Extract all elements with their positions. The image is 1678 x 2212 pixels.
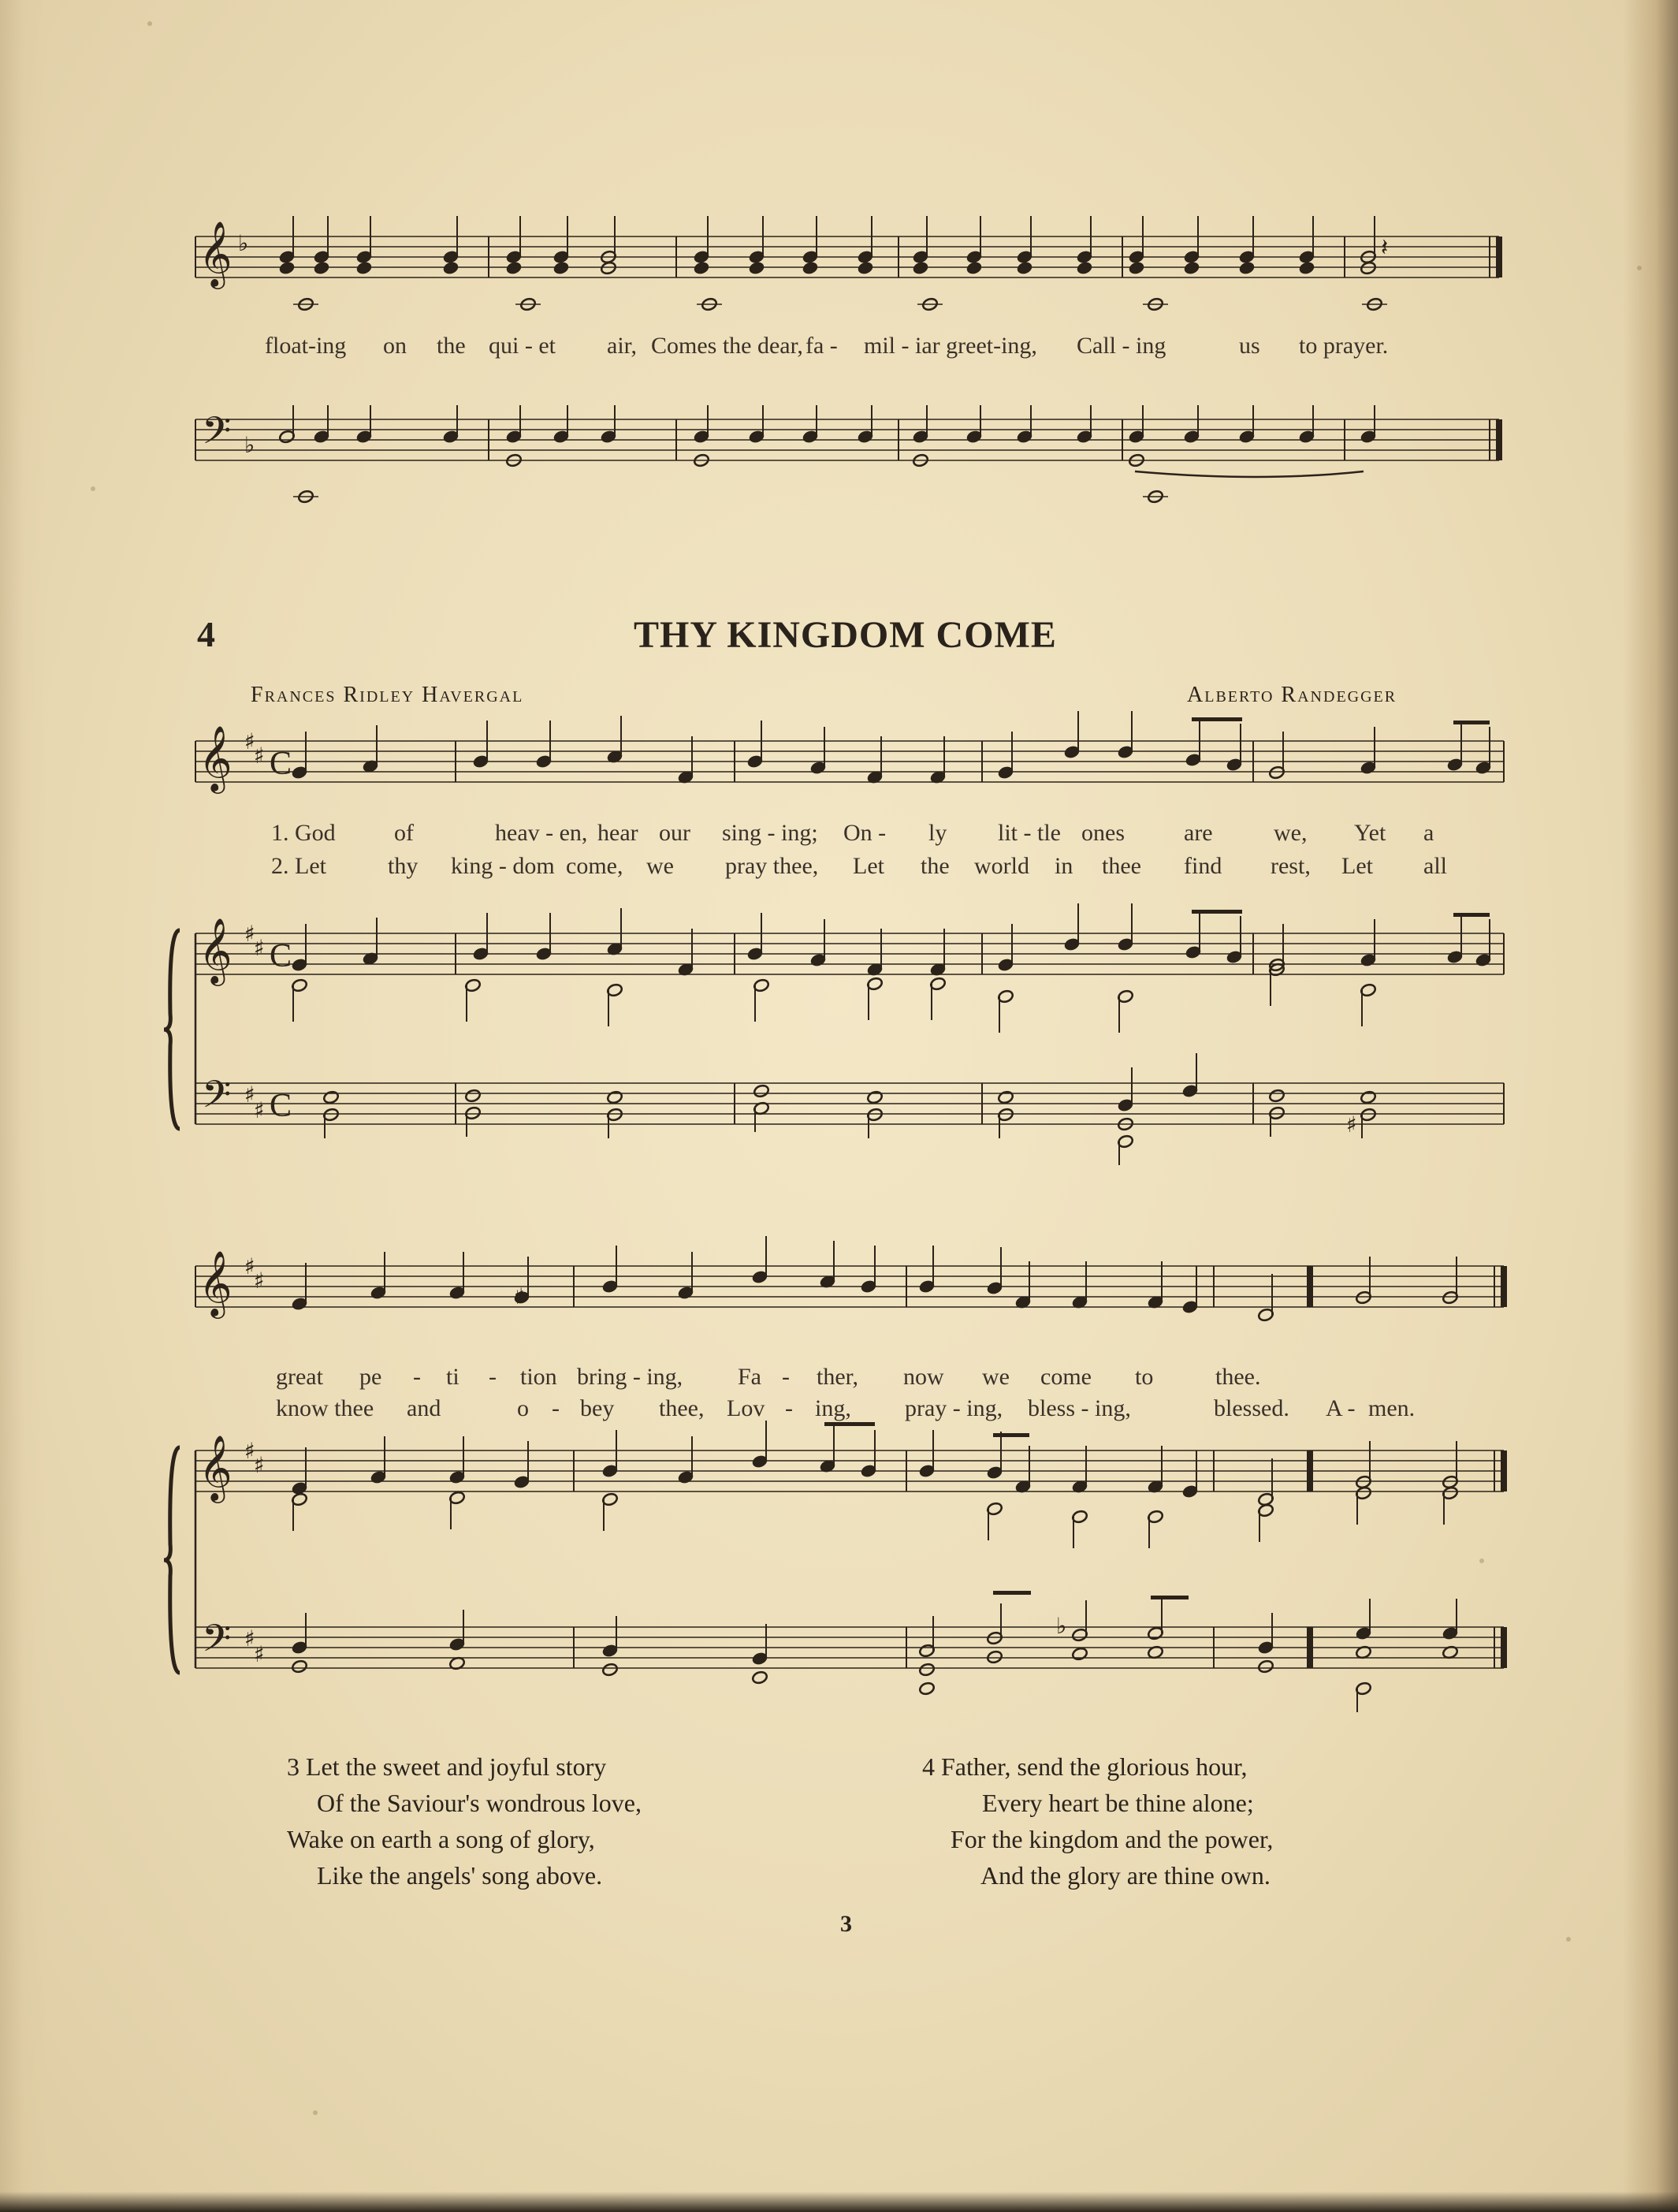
line1-verse2-word: pray thee, xyxy=(725,853,819,879)
verse-4 xyxy=(922,1748,1273,1894)
sharp-sign: ♯ xyxy=(244,728,255,754)
common-time: C xyxy=(270,746,292,782)
bass-note xyxy=(601,1663,618,1677)
double-bar xyxy=(1307,1627,1313,1668)
flat-sign: ♭ xyxy=(238,230,249,256)
line1-verse1-word: lit - tle xyxy=(998,820,1061,846)
verse-4-line-1: 4 Father, send the glorious hour, xyxy=(922,1752,1248,1781)
final-barline-thick xyxy=(1501,1266,1507,1307)
double-bar xyxy=(1307,1266,1313,1307)
line2-verse1-word: tion xyxy=(520,1364,557,1390)
top-lyric-word: the xyxy=(437,333,466,359)
alto-note xyxy=(1076,261,1092,275)
top-lyric-word: on xyxy=(383,333,407,359)
alto-note xyxy=(1183,261,1200,275)
top-lyric-word: mil - iar greet-ing, xyxy=(864,333,1037,359)
line1-verse1-word: 1. God xyxy=(271,820,336,846)
sharp-sign: ♯ xyxy=(244,921,255,947)
bass-note xyxy=(291,1659,307,1674)
line1-verse2-word: world xyxy=(974,853,1029,879)
line2-verse2-word: A - xyxy=(1326,1395,1356,1421)
top-lyric-word: fa - xyxy=(806,333,838,359)
top-lyric-word: air, xyxy=(607,333,637,359)
treble-clef: 𝄞 xyxy=(199,220,233,286)
verse-3-line-1: 3 Let the sweet and joyful story xyxy=(287,1752,607,1781)
line1-verse1-word: we, xyxy=(1274,820,1308,846)
line1-verse2-word: king - dom xyxy=(451,853,555,879)
alto-note xyxy=(1360,261,1376,275)
tenor-note xyxy=(606,1090,623,1104)
line2-verse1-word: now xyxy=(903,1364,944,1390)
bass-clef: 𝄢 xyxy=(202,408,232,462)
line2-verse1-word: pe xyxy=(359,1364,382,1390)
tenor-note xyxy=(1360,1090,1376,1104)
line1-verse2-word: thee xyxy=(1102,853,1141,879)
alto-note xyxy=(1298,261,1315,275)
sharp-sign: ♯ xyxy=(244,1082,255,1108)
line2-verse2-word: - xyxy=(785,1395,793,1421)
sharp-sign: ♯ xyxy=(244,1438,255,1464)
line2-verse1-word: thee. xyxy=(1215,1364,1261,1390)
verse-3-line-4: Like the angels' song above. xyxy=(317,1861,603,1890)
verse-4-line-3: For the kingdom and the power, xyxy=(951,1825,1274,1853)
line1-verse1-word: ones xyxy=(1081,820,1125,846)
tie xyxy=(1135,471,1364,477)
bass-clef: 𝄢 xyxy=(202,1072,232,1126)
line1-verse1-word: hear xyxy=(597,820,638,846)
alto-note xyxy=(802,261,818,275)
beam xyxy=(993,1433,1029,1437)
alto-note xyxy=(748,261,765,275)
sharp-sign: ♯ xyxy=(254,1641,265,1667)
tenor-note xyxy=(997,1090,1014,1104)
line2-verse2-word: ing, xyxy=(815,1395,851,1421)
line2-verse2-word: and xyxy=(407,1395,441,1421)
rest-sign: 𝄽 xyxy=(1381,234,1389,262)
final-barline-thick xyxy=(1501,1450,1507,1491)
line1-verse2-word: all xyxy=(1423,853,1447,879)
beam xyxy=(1192,910,1242,914)
final-barline-thick xyxy=(1501,1627,1507,1668)
alto-note xyxy=(553,261,569,275)
tenor-note xyxy=(866,1090,883,1104)
treble-clef: 𝄞 xyxy=(199,1249,233,1316)
paper-spot xyxy=(1566,1937,1571,1942)
bass-note xyxy=(986,1650,1003,1664)
bass-note xyxy=(751,1670,768,1685)
alto-note xyxy=(1128,261,1144,275)
line1-verse1-word: are xyxy=(1184,820,1213,846)
line2-verse2-word: men. xyxy=(1368,1395,1416,1421)
alto-note xyxy=(313,261,329,275)
sharp-sign: ♯ xyxy=(244,1625,255,1652)
sharp-sign: ♯ xyxy=(254,935,265,961)
line2-verse1-word: - xyxy=(413,1364,421,1390)
alto-note xyxy=(442,261,459,275)
verse-3-line-3: Wake on earth a song of glory, xyxy=(287,1825,595,1853)
treble-clef: 𝄞 xyxy=(199,917,233,983)
flat-sign: ♭ xyxy=(244,432,255,458)
line2-verse1-word: ti xyxy=(446,1364,459,1390)
paper-spot xyxy=(1479,1558,1484,1563)
bass-note xyxy=(918,1663,935,1677)
beam xyxy=(824,1422,875,1426)
line2-verse1-word: - xyxy=(489,1364,497,1390)
line2-verse2-word: bey xyxy=(580,1395,615,1421)
tenor-note xyxy=(322,1090,339,1104)
line1-verse2-word: in xyxy=(1055,853,1073,879)
sharp-sign: ♯ xyxy=(514,1283,525,1309)
treble-clef: 𝄞 xyxy=(199,724,233,791)
verse-4-line-2: Every heart be thine alone; xyxy=(982,1789,1254,1817)
line1-verse2-word: we xyxy=(646,853,674,879)
line2-verse2-word: know thee xyxy=(276,1395,374,1421)
line1-verse2-word: Let xyxy=(853,853,884,879)
hymn-title: THY KINGDOM COME xyxy=(634,614,1057,656)
alto-note xyxy=(857,261,873,275)
verse-3-line-2: Of the Saviour's wondrous love, xyxy=(317,1789,642,1817)
paper-spot xyxy=(313,2110,318,2115)
sharp-sign: ♯ xyxy=(244,1253,255,1279)
sharp-sign: ♯ xyxy=(254,1452,265,1478)
line2-verse2-word: thee, xyxy=(659,1395,705,1421)
line1-verse2-word: find xyxy=(1184,853,1222,879)
top-lyric-word: Call - ing xyxy=(1077,333,1166,359)
bass-clef: 𝄢 xyxy=(202,1616,232,1670)
sharp-sign: ♯ xyxy=(254,1268,265,1294)
line1-verse2-word: Let xyxy=(1341,853,1373,879)
hymn-number: 4 xyxy=(197,614,215,654)
line1-verse2-word: come, xyxy=(566,853,623,879)
common-time: C xyxy=(270,938,292,974)
line2-verse1-word: ther, xyxy=(817,1364,858,1390)
bass-note xyxy=(1071,1647,1088,1661)
line2-verse1-word: come xyxy=(1040,1364,1092,1390)
beam xyxy=(1192,717,1242,721)
line1-verse1-word: our xyxy=(659,820,690,846)
line2-verse2-word: Lov xyxy=(727,1395,765,1421)
beam xyxy=(993,1591,1031,1595)
line2-verse1-word: to xyxy=(1135,1364,1154,1390)
system-brace xyxy=(164,930,180,1129)
composer: Alberto Randegger xyxy=(1187,683,1397,707)
verse-4-line-4: And the glory are thine own. xyxy=(980,1861,1271,1890)
beam xyxy=(1151,1596,1189,1599)
page-number: 3 xyxy=(840,1911,852,1937)
line2-verse1-word: bring - ing, xyxy=(577,1364,683,1390)
treble-clef: 𝄞 xyxy=(199,1434,233,1500)
alto-note xyxy=(278,261,295,275)
line1-verse1-word: Yet xyxy=(1354,820,1386,846)
verse-3 xyxy=(287,1748,642,1894)
top-lyric-word: float-ing xyxy=(265,333,347,359)
line2-verse2-word: - xyxy=(552,1395,560,1421)
bass-low-note xyxy=(918,1681,935,1696)
flat-sign: ♭ xyxy=(1056,1613,1067,1639)
line1-verse1-word: On - xyxy=(843,820,887,846)
line2-verse2-word: blessed. xyxy=(1214,1395,1289,1421)
line1-verse1-word: ly xyxy=(928,820,947,846)
alto-note xyxy=(600,261,616,275)
top-lyric-word: qui - et xyxy=(489,333,556,359)
top-lyric-word: Comes the dear, xyxy=(651,333,803,359)
sharp-sign: ♯ xyxy=(254,743,265,769)
line2-verse1-word: we xyxy=(982,1364,1010,1390)
tenor-note xyxy=(1268,1089,1285,1103)
line1-verse1-word: heav - en, xyxy=(495,820,588,846)
beam xyxy=(1453,721,1490,724)
line1-verse2-word: 2. Let xyxy=(271,853,326,879)
alto-note xyxy=(912,261,928,275)
top-lyric-word: us xyxy=(1239,333,1260,359)
line1-verse2-word: thy xyxy=(388,853,419,879)
alto-note xyxy=(505,261,522,275)
final-barline-thick xyxy=(1496,236,1502,277)
double-bar xyxy=(1307,1450,1313,1491)
alto-note xyxy=(1016,261,1032,275)
line1-verse1-word: a xyxy=(1423,820,1434,846)
line2-verse2-word: pray - ing, xyxy=(905,1395,1003,1421)
top-lyric-word: to prayer. xyxy=(1299,333,1389,359)
line1-verse1-word: of xyxy=(394,820,414,846)
alto-note xyxy=(693,261,709,275)
tenor-note xyxy=(753,1084,769,1098)
line1-verse1-word: sing - ing; xyxy=(722,820,818,846)
line1-verse2-word: rest, xyxy=(1271,853,1311,879)
final-barline-thick xyxy=(1496,419,1502,460)
paper-spot xyxy=(147,21,152,26)
alto-note xyxy=(966,261,982,275)
paper-spot xyxy=(1637,266,1642,270)
lyricist: Frances Ridley Havergal xyxy=(251,683,524,707)
system-brace xyxy=(164,1447,180,1673)
sharp-sign: ♯ xyxy=(1346,1112,1357,1138)
bass-note xyxy=(1257,1659,1274,1674)
sharp-sign: ♯ xyxy=(254,1097,265,1123)
line2-verse2-word: bless - ing, xyxy=(1028,1395,1131,1421)
tenor-note xyxy=(464,1089,481,1103)
common-time: C xyxy=(270,1088,292,1124)
line2-verse1-word: Fa xyxy=(738,1364,761,1390)
line2-verse1-word: great xyxy=(276,1364,323,1390)
line2-verse1-word: - xyxy=(782,1364,790,1390)
paper-spot xyxy=(91,486,95,491)
line1-verse2-word: the xyxy=(921,853,950,879)
beam xyxy=(1453,913,1490,917)
alto-note xyxy=(1238,261,1255,275)
alto-note xyxy=(355,261,372,275)
line2-verse2-word: o xyxy=(517,1395,529,1421)
